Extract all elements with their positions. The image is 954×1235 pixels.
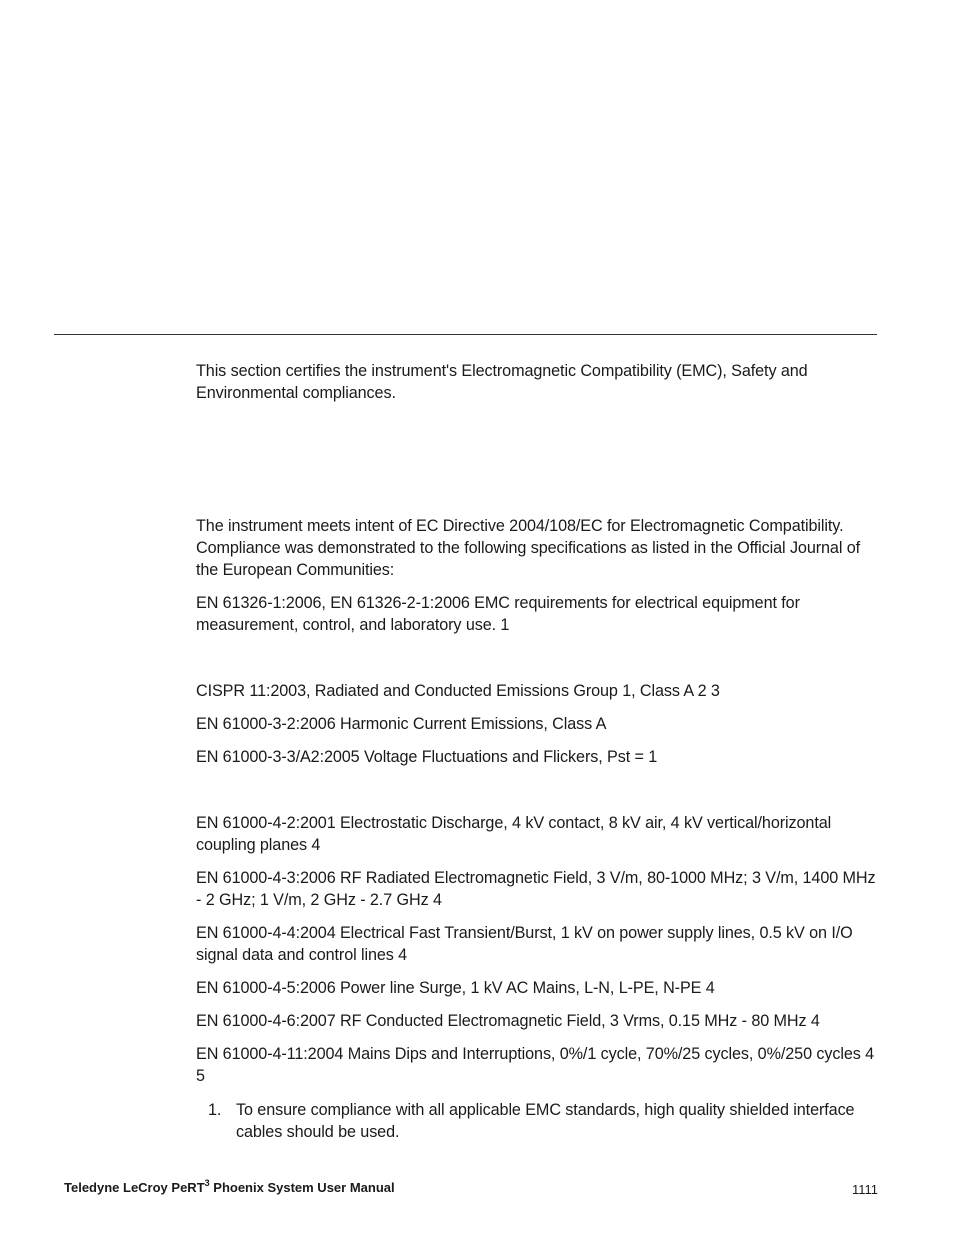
compliance-body bbox=[196, 360, 881, 1098]
emissions-item: EN 61000-3-2:2006 Harmonic Current Emissions, Class A bbox=[196, 715, 607, 733]
immunity-item: EN 61000-4-4:2004 Electrical Fast Transient/Burst, 1 kV on power supply lines, 0.5 kV on I/O signal data and control lines 4 bbox=[196, 924, 853, 964]
footer-title-prefix: Teledyne LeCroy PeRT bbox=[64, 1180, 205, 1195]
immunity-item: EN 61000-4-2:2001 Electrostatic Discharge, 4 kV contact, 8 kV air, 4 kV vertical/horizontal coupling planes 4 bbox=[196, 814, 832, 854]
emissions-item: EN 61000-3-3/A2:2005 Voltage Fluctuations and Flickers, Pst = 1 bbox=[196, 748, 658, 766]
section-divider bbox=[54, 334, 877, 335]
page-number: 1111 bbox=[851, 1182, 878, 1197]
emissions-item: CISPR 11:2003, Radiated and Conducted Emissions Group 1, Class A 2 3 bbox=[196, 682, 720, 700]
footnote-item bbox=[208, 1099, 888, 1143]
footnote-text: To ensure compliance with all applicable EMC standards, high quality shielded interface cables should be used. bbox=[236, 1101, 855, 1141]
directive-paragraph: The instrument meets intent of EC Directive 2004/108/EC for Electromagnetic Compatibility. Compliance was demonstrated to the following specifications as listed in the Official Journal of the European Communities: bbox=[196, 517, 861, 579]
footer-manual-title bbox=[64, 1178, 395, 1198]
footnote-number: 1. bbox=[208, 1101, 222, 1119]
footer-title-superscript: 3 bbox=[204, 1178, 210, 1188]
footer-title-suffix: Phoenix System User Manual bbox=[209, 1180, 395, 1195]
standard-61326-paragraph: EN 61326-1:2006, EN 61326-2-1:2006 EMC requirements for electrical equipment for measurement, control, and laboratory use. 1 bbox=[196, 594, 800, 634]
immunity-item: EN 61000-4-5:2006 Power line Surge, 1 kV AC Mains, L-N, L-PE, N-PE 4 bbox=[196, 979, 715, 997]
immunity-item: EN 61000-4-3:2006 RF Radiated Electromagnetic Field, 3 V/m, 80-1000 MHz; 3 V/m, 1400 MHz - 2 GHz; 1 V/m, 2 GHz - 2.7 GHz 4 bbox=[196, 869, 876, 909]
immunity-item: EN 61000-4-6:2007 RF Conducted Electromagnetic Field, 3 Vrms, 0.15 MHz - 80 MHz 4 bbox=[196, 1012, 820, 1030]
immunity-item: EN 61000-4-11:2004 Mains Dips and Interruptions, 0%/1 cycle, 70%/25 cycles, 0%/250 cycles 4 5 bbox=[196, 1045, 875, 1085]
intro-paragraph: This section certifies the instrument's Electromagnetic Compatibility (EMC), Safety and Environmental compliances. bbox=[196, 362, 808, 402]
